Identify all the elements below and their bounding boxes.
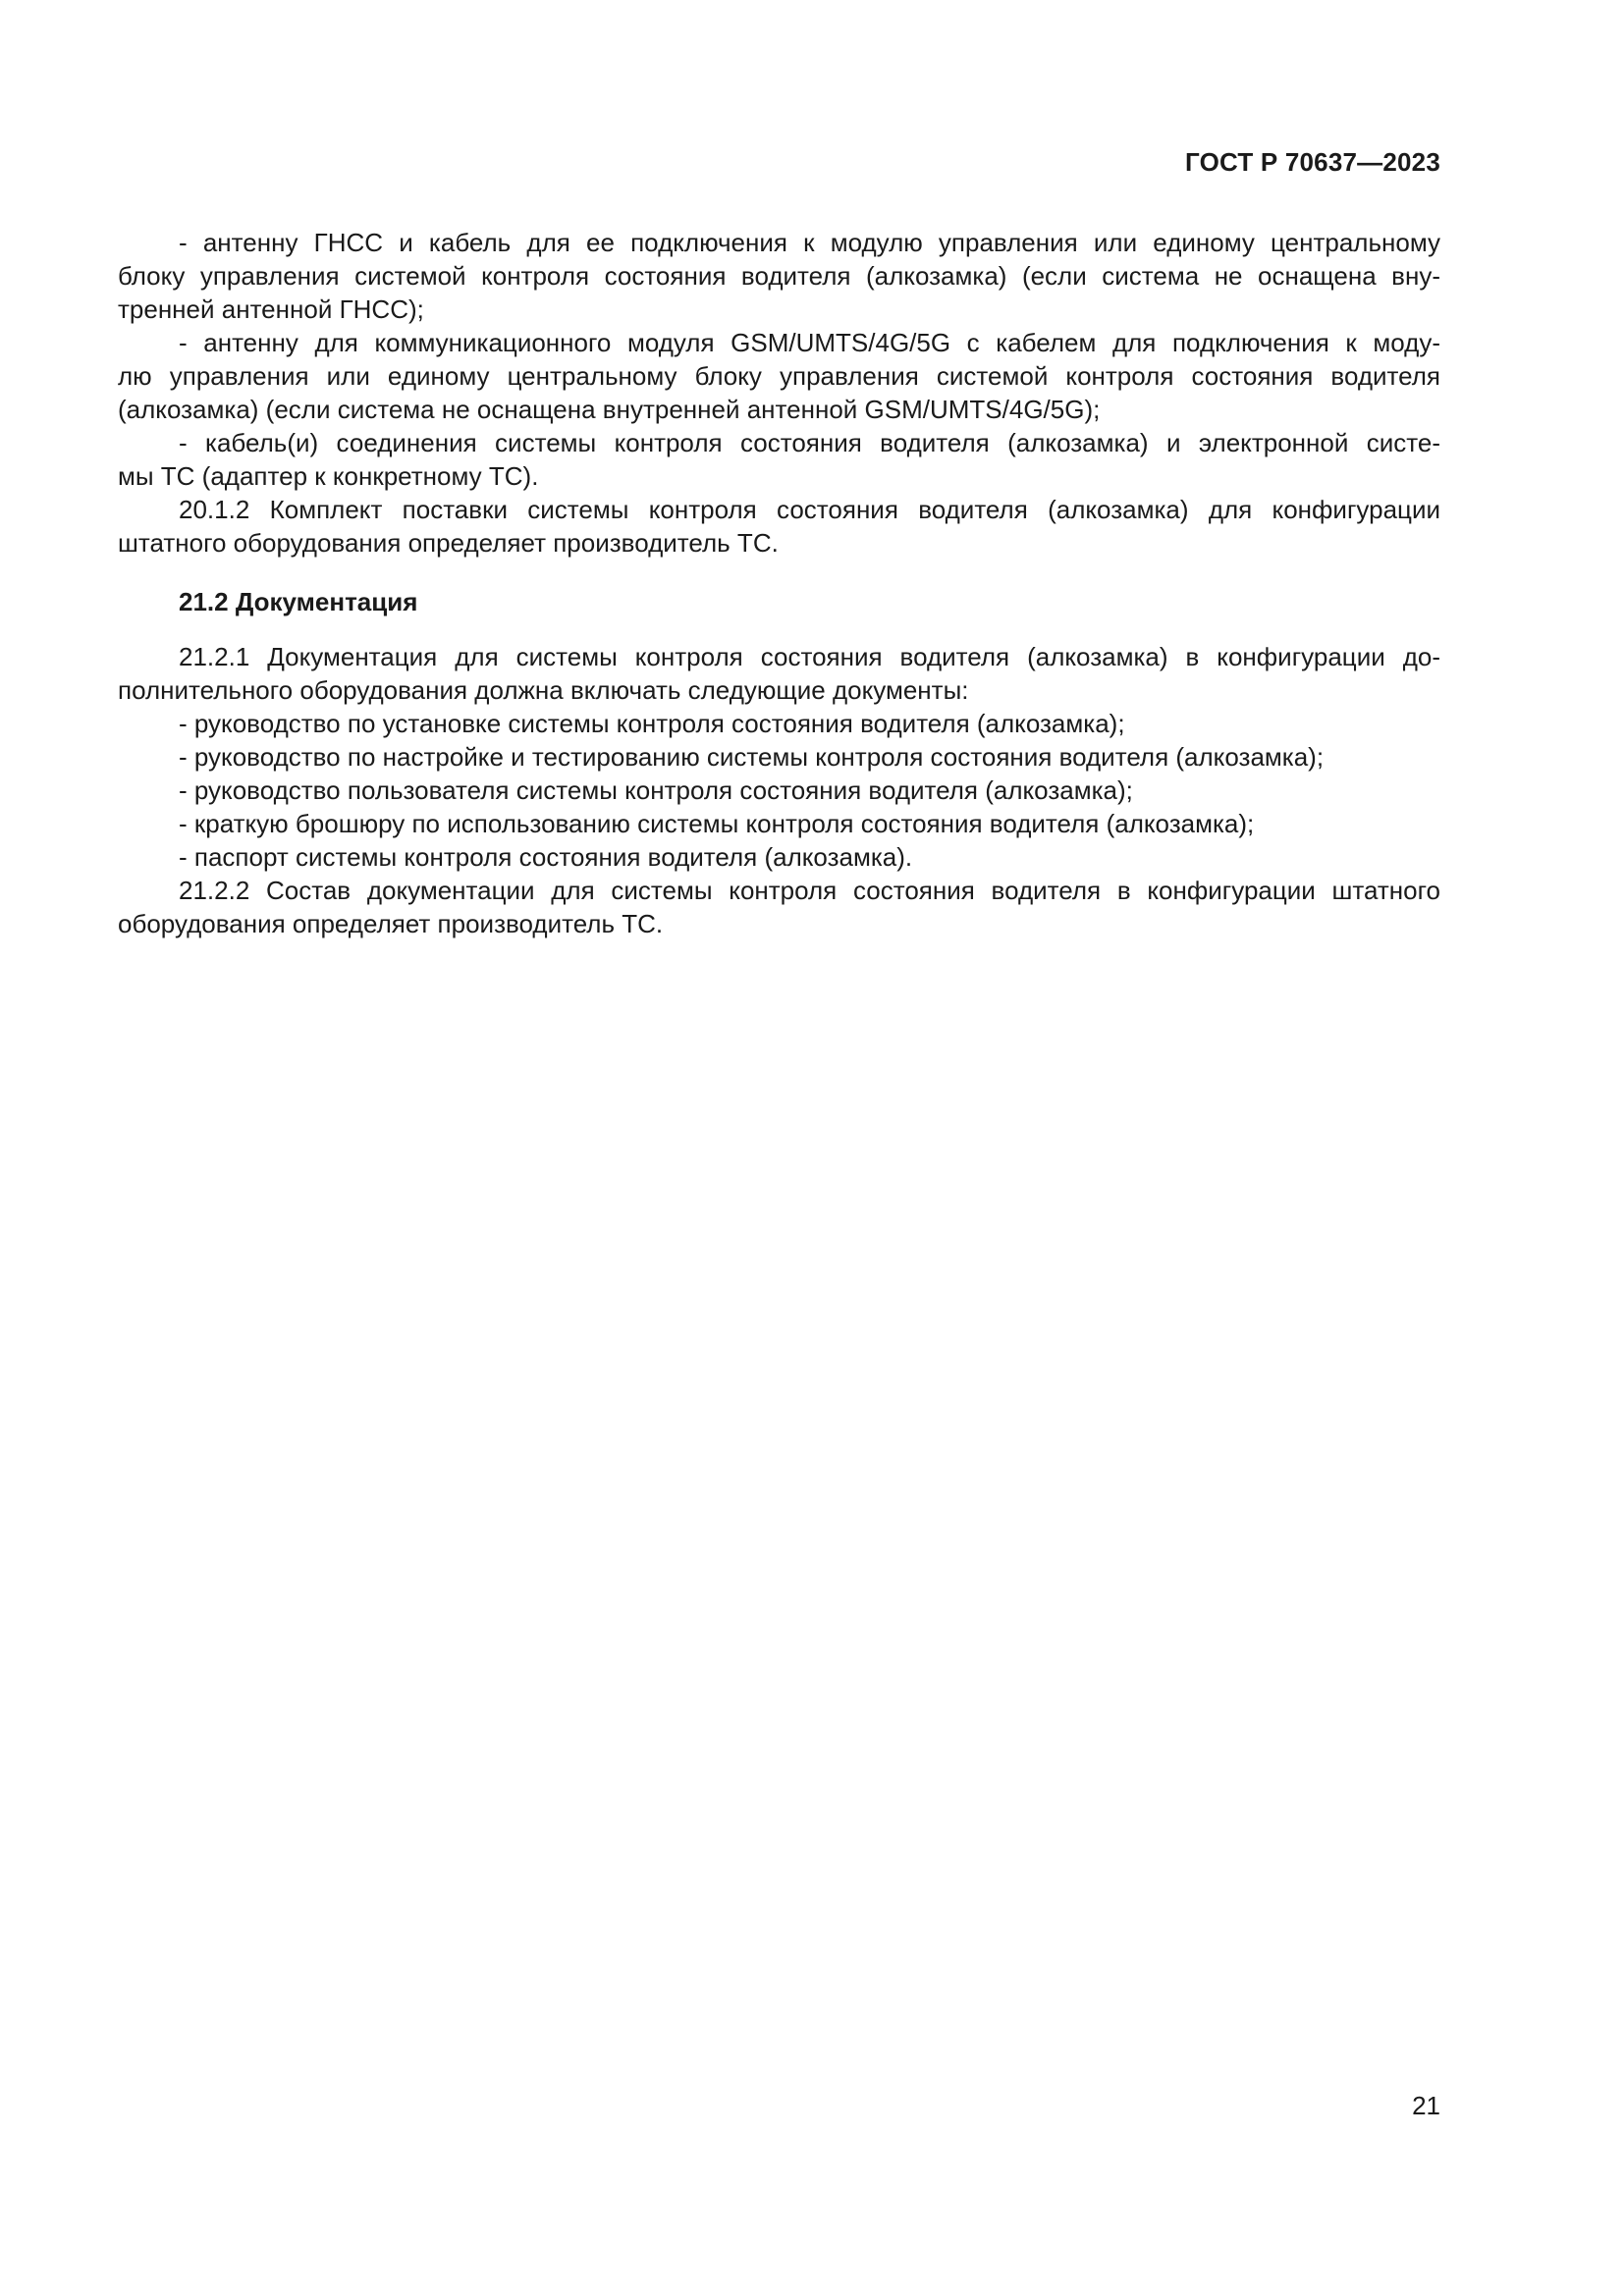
text-line: тренней антенной ГНСС); xyxy=(118,294,424,324)
list-item: - руководство по настройке и тестированию системы контроля состояния водителя (алкозамка); xyxy=(179,742,1325,772)
text-line: оборудования определяет производитель ТС. xyxy=(118,909,664,938)
section-heading: 21.2 Документация xyxy=(179,587,418,616)
paragraph-20-1-2 xyxy=(118,493,1440,560)
paragraph-21-2-1 xyxy=(118,640,1440,707)
text-line: мы ТС (адаптер к конкретному ТС). xyxy=(118,461,539,491)
text-line: полнительного оборудования должна включать следующие документы: xyxy=(118,675,969,705)
page-number: 21 xyxy=(1412,2091,1440,2120)
list-item-gsm-antenna xyxy=(118,326,1440,426)
text-line: штатного оборудования определяет производитель ТС. xyxy=(118,528,779,558)
list-item: - руководство по установке системы контроля состояния водителя (алкозамка); xyxy=(179,709,1125,738)
text-line: - антенну ГНСС и кабель для ее подключения к модулю управления или единому центральному xyxy=(179,228,1440,257)
document-code-header: ГОСТ Р 70637—2023 xyxy=(1185,147,1440,177)
list-item-connection-cable xyxy=(118,426,1440,493)
page-body xyxy=(118,226,1440,940)
text-line: 21.2.1 Документация для системы контроля состояния водителя (алкозамка) в конфигурации до- xyxy=(179,642,1440,671)
list-item-gnss-antenna xyxy=(118,226,1440,326)
text-line: - антенну для коммуникационного модуля GSM/UMTS/4G/5G с кабелем для подключения к моду- xyxy=(179,328,1440,357)
text-line: (алкозамка) (если система не оснащена внутренней антенной GSM/UMTS/4G/5G); xyxy=(118,395,1101,424)
list-item: - краткую брошюру по использованию системы контроля состояния водителя (алкозамка); xyxy=(179,809,1255,838)
list-item: - руководство пользователя системы контроля состояния водителя (алкозамка); xyxy=(179,775,1133,805)
text-line: - кабель(и) соединения системы контроля состояния водителя (алкозамка) и электронной систе- xyxy=(179,428,1440,457)
text-line: 21.2.2 Состав документации для системы контроля состояния водителя в конфигурации штатного xyxy=(179,876,1440,905)
text-line: блоку управления системой контроля состояния водителя (алкозамка) (если система не оснащена вну- xyxy=(118,261,1440,291)
text-line: лю управления или единому центральному блоку управления системой контроля состояния водителя xyxy=(118,361,1440,391)
paragraph-21-2-2 xyxy=(118,874,1440,940)
text-line: 20.1.2 Комплект поставки системы контроля состояния водителя (алкозамка) для конфигурации xyxy=(179,495,1440,524)
list-item: - паспорт системы контроля состояния водителя (алкозамка). xyxy=(179,842,913,872)
